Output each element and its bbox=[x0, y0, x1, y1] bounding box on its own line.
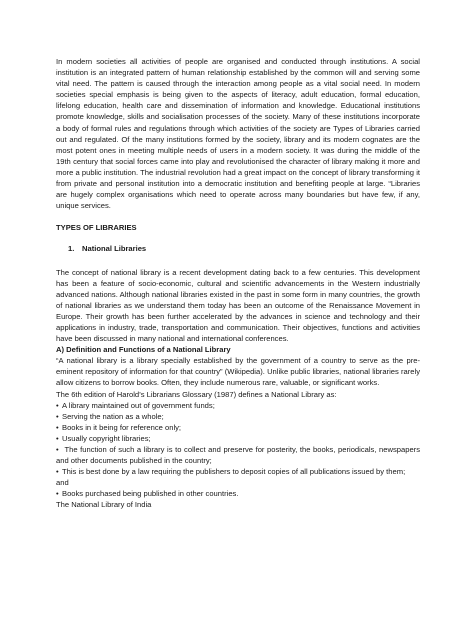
definition-quote-paragraph: “A national library is a library specially established by the government of a country to serve as the pre-eminent repository of information for that country” (Wikipedia). Unlike public libraries, national libraries rarely allow citizens to borrow books. Often, they include numerous rare, valuable, or significant works. bbox=[56, 356, 420, 388]
national-libraries-heading bbox=[56, 243, 420, 254]
bullet-text: The function of such a library is to collect and preserve for posterity, the books, periodicals, newspapers and other documents published in the country; bbox=[56, 445, 420, 466]
section-number: 1. bbox=[68, 244, 75, 254]
national-libraries-paragraph: The concept of national library is a recent development dating back to a few centuries. This development has been a feature of socio-economic, cultural and scientific advancements in the Western industrially advanced nations. Although national libraries existed in the past in some form in many countries, the growth of national libraries as we understand them today has been an outcome of the Renaissance Movement in Europe. Their growth has been further accelerated by the advances in science and technology and their applications in industry, trade, transportation and communication. Their objectives, functions and activities have been discussed in many national and international conferences. bbox=[56, 267, 420, 344]
bullet-continuation: and bbox=[56, 478, 69, 488]
document-page bbox=[56, 56, 420, 511]
glossary-intro-line: The 6th edition of Harold’s Librarians Glossary (1987) defines a National Library as: bbox=[56, 389, 337, 399]
bullet-item bbox=[56, 444, 420, 466]
bullet-dot-icon: • bbox=[56, 489, 59, 499]
section-title: National Libraries bbox=[82, 244, 147, 254]
bullet-item bbox=[56, 433, 420, 444]
types-of-libraries-heading: TYPES OF LIBRARIES bbox=[56, 223, 137, 233]
bullet-text: Usually copyright libraries; bbox=[62, 433, 151, 443]
bullet-item bbox=[56, 466, 420, 477]
bullet-item bbox=[56, 422, 420, 433]
bullet-dot-icon: • bbox=[56, 433, 59, 443]
bullet-dot-icon: • bbox=[56, 467, 59, 477]
bullet-text: Books purchased being published in other countries. bbox=[62, 489, 239, 499]
bullet-dot-icon: • bbox=[56, 400, 59, 410]
national-library-india-line: The National Library of India bbox=[56, 500, 152, 510]
bullet-text: Serving the nation as a whole; bbox=[62, 411, 164, 421]
definition-bullet-list bbox=[56, 400, 420, 500]
bullet-dot-icon: • bbox=[56, 422, 59, 432]
bullet-dot-icon: • bbox=[56, 411, 59, 421]
bullet-text: This is best done by a law requiring the publishers to deposit copies of all publications issued by them; bbox=[62, 467, 406, 477]
bullet-dot-icon: • bbox=[56, 445, 59, 454]
bullet-item bbox=[56, 488, 420, 499]
intro-paragraph: In modern societies all activities of people are organised and conducted through institutions. A social institution is an integrated pattern of human relationship established by the common will and serving some vital need. The pattern is caused through the interaction among people as a vital social need. In modern societies special emphasis is being given to the aspects of literacy, adult education, formal education, lifelong education, health care and dissemination of information and knowledge. Educational institutions promote knowledge, skills and socialisation processes of the society. Many of these institutions incorporate a body of formal rules and regulations through which activities of the society are Types of Libraries carried out and regulated. Of the many institutions formed by the society, library and its modern cognates are the most potent ones in meeting multiple needs of users in a modern society. It was during the middle of the 19th century that social forces came into play and revolutionised the character of library making it more and more a public institution. The industrial revolution had a great impact on the concept of library transforming it from private and personal institution into a democratic institution and benefiting people at large. “Libraries are hugely complex organisations which need to operate across many boundaries but have few, if any, unique services. bbox=[56, 57, 420, 211]
bullet-item bbox=[56, 400, 420, 411]
bullet-text: Books in it being for reference only; bbox=[62, 422, 182, 432]
definition-heading: A) Definition and Functions of a National Library bbox=[56, 345, 231, 355]
bullet-text: A library maintained out of government funds; bbox=[62, 400, 215, 410]
bullet-item bbox=[56, 411, 420, 422]
